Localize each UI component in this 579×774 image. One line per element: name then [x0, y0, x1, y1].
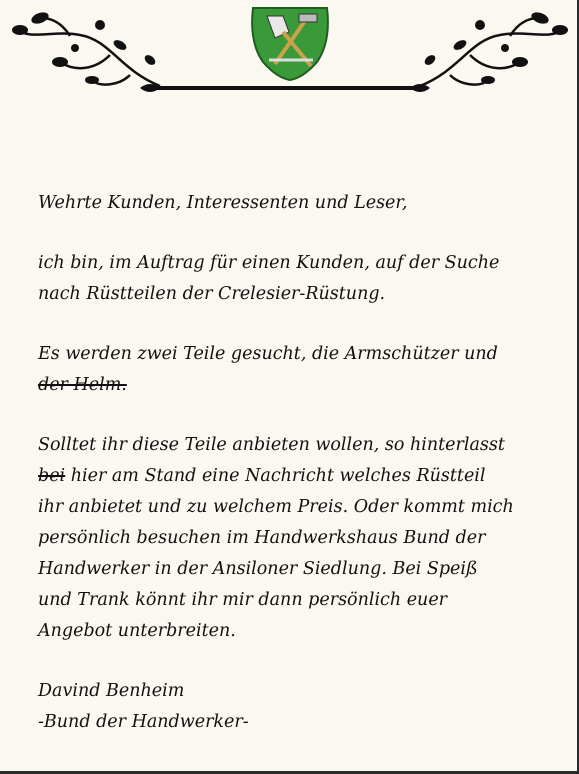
paragraph-3-line-5: Handwerker in der Ansiloner Siedlung. Bei Speiß [38, 559, 478, 579]
guild-crest-icon [245, 2, 335, 82]
signature-name: Davind Benheim [38, 681, 185, 701]
paragraph-3-line-7: Angebot unterbreiten. [38, 621, 236, 641]
paragraph-3-line-6: und Trank könnt ihr mir dann persönlich euer [38, 590, 448, 610]
paragraph-2-line-1: Es werden zwei Teile gesucht, die Armschützer und [38, 344, 498, 364]
struck-text-bei: bei [38, 466, 66, 486]
paragraph-3-line-3: ihr anbietet und zu welchem Preis. Oder kommt mich [38, 497, 514, 517]
paragraph-3-line-2-rest: hier am Stand eine Nachricht welches Rüstteil [65, 466, 486, 486]
salutation: Wehrte Kunden, Interessenten und Leser, [38, 193, 408, 213]
letter-body [38, 188, 548, 738]
signature-organization: -Bund der Handwerker- [38, 712, 249, 732]
paragraph-3-line-2 [38, 461, 548, 492]
paragraph-3-line-4: persönlich besuchen im Handwerkshaus Bund der [38, 528, 486, 548]
struck-text-helm: der Helm. [38, 375, 127, 395]
paragraph-2-line-2 [38, 370, 548, 401]
paragraph-1-line-2: nach Rüstteilen der Crelesier-Rüstung. [38, 284, 386, 304]
paragraph-3-line-1: Solltet ihr diese Teile anbieten wollen, so hinterlasst [38, 435, 505, 455]
paragraph-1-line-1: ich bin, im Auftrag für einen Kunden, auf der Suche [38, 253, 500, 273]
